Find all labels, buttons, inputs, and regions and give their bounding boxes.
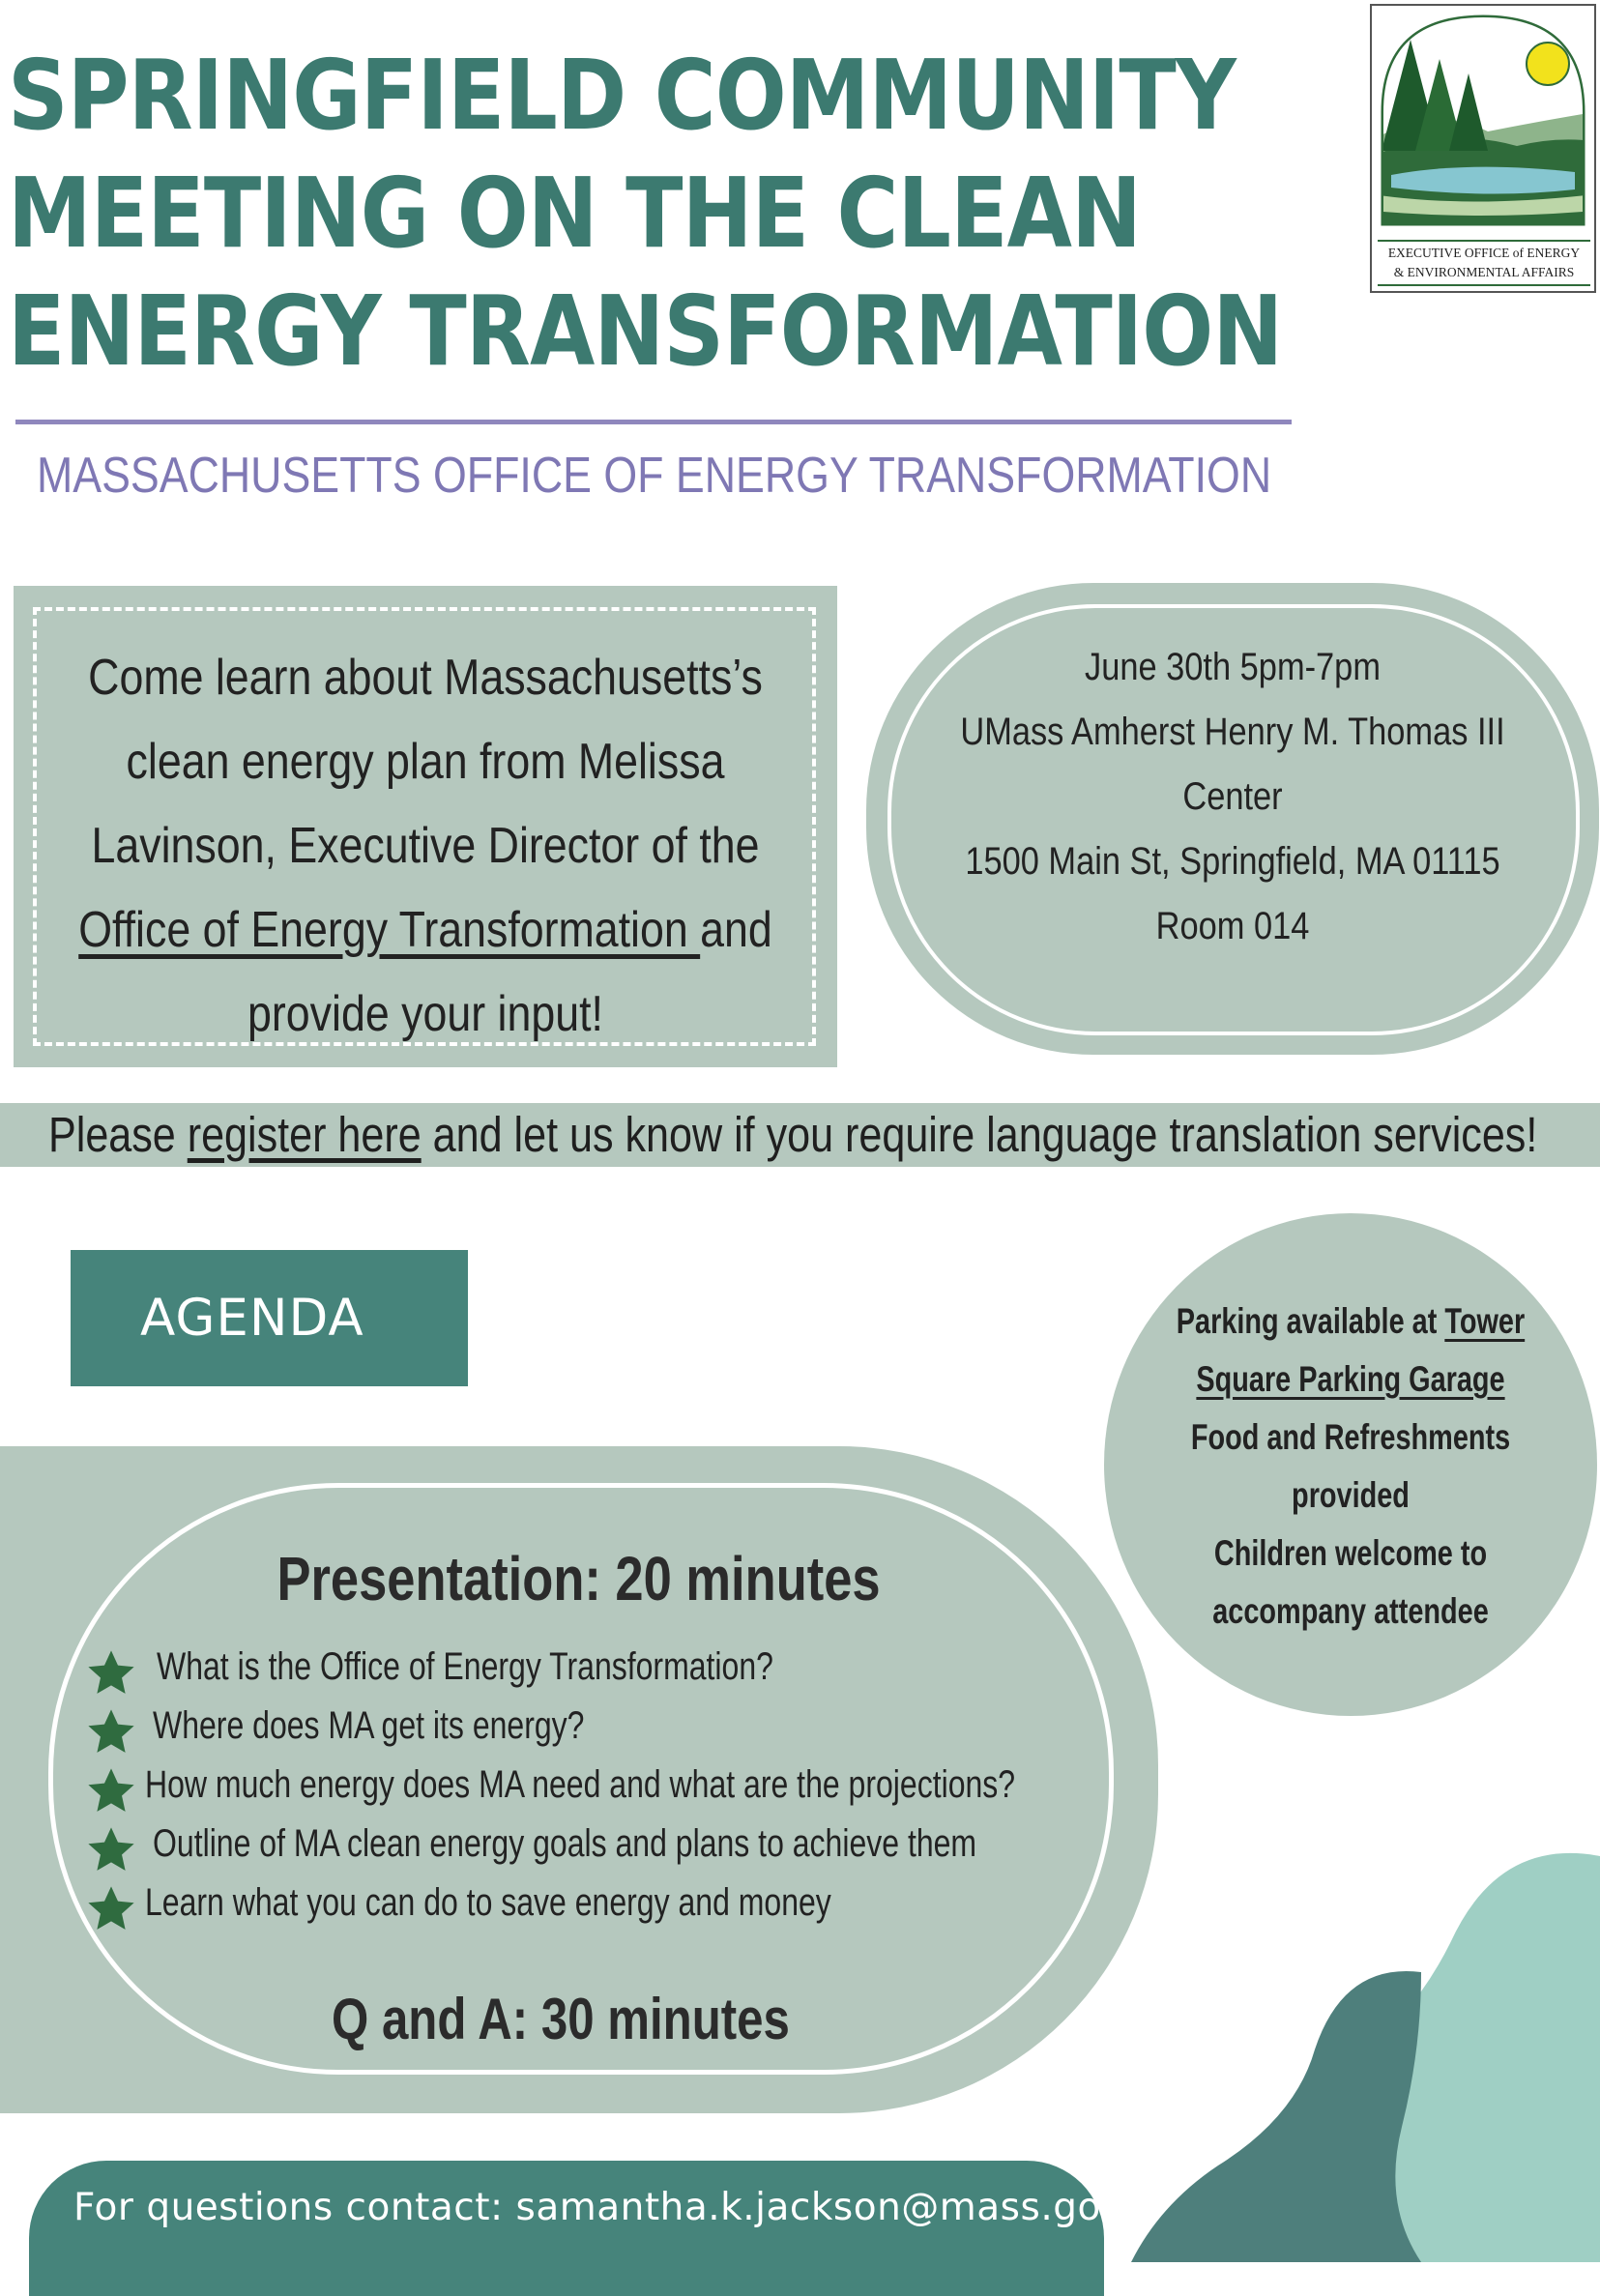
intro-line-3: Lavinson, Executive Director of the — [91, 818, 760, 874]
parking-link-1[interactable]: Tower — [1444, 1301, 1526, 1341]
presentation-title-text: Presentation: 20 minutes — [276, 1544, 882, 1613]
agenda-item-text: What is the Office of Energy Transformation? — [157, 1645, 773, 1688]
title-divider — [15, 420, 1292, 424]
title-line-1: SPRINGFIELD COMMUNITY — [8, 39, 1236, 152]
children-line-1: Children welcome to — [1213, 1533, 1488, 1573]
event-text — [866, 635, 1599, 959]
register-band — [0, 1103, 1600, 1167]
event-address: 1500 Main St, Springfield, MA 01115 — [965, 840, 1500, 883]
agenda-panel — [0, 1446, 1158, 2113]
page-title — [8, 37, 1283, 391]
agenda-label — [71, 1250, 468, 1386]
landscape-logo-icon — [1372, 6, 1594, 233]
agenda-item — [85, 1815, 1149, 1874]
agenda-item-text: Where does MA get its energy? — [153, 1704, 585, 1747]
agenda-item — [85, 1874, 1149, 1933]
star-icon — [85, 1824, 137, 1876]
title-line-2: MEETING ON THE CLEAN — [8, 157, 1142, 270]
event-venue-1: UMass Amherst Henry M. Thomas III — [960, 711, 1505, 753]
agenda-item — [85, 1697, 1149, 1756]
office-link[interactable]: Office of Energy Transformation — [78, 902, 701, 958]
eea-logo — [1370, 4, 1596, 293]
agenda-item-text: Learn what you can do to save energy and money — [145, 1881, 831, 1924]
register-link[interactable]: register here — [187, 1107, 422, 1162]
parking-line-1 — [1158, 1293, 1543, 1351]
intro-box — [14, 586, 837, 1067]
event-venue-2: Center — [1182, 775, 1283, 818]
star-icon — [85, 1647, 137, 1700]
food-line-1: Food and Refreshments — [1190, 1417, 1511, 1457]
agenda-label-text: AGENDA — [140, 1289, 364, 1348]
agenda-item — [85, 1638, 1149, 1697]
register-text — [48, 1103, 1537, 1167]
presentation-title — [0, 1543, 1158, 1614]
event-room: Room 014 — [1155, 905, 1310, 947]
contact-bar — [29, 2161, 1124, 2296]
logo-text-line-1: EXECUTIVE OFFICE of ENERGY — [1378, 240, 1590, 261]
info-text — [1104, 1293, 1597, 1641]
agenda-list — [85, 1638, 1149, 1933]
agenda-item-text: How much energy does MA need and what are the projections? — [145, 1763, 1016, 1806]
parking-prefix: Parking available at — [1176, 1301, 1445, 1341]
qa-title-text: Q and A: 30 minutes — [332, 1987, 790, 2051]
qa-title — [0, 1986, 1121, 2052]
food-line-2: provided — [1292, 1475, 1410, 1515]
event-datetime: June 30th 5pm-7pm — [1085, 646, 1381, 688]
intro-line-2: clean energy plan from Melissa — [126, 734, 725, 790]
event-details — [866, 583, 1599, 1055]
intro-line-4-rest: and — [700, 902, 772, 958]
info-circle — [1104, 1213, 1597, 1716]
star-icon — [85, 1765, 137, 1817]
parking-line-2 — [1158, 1351, 1543, 1409]
agenda-item — [85, 1756, 1149, 1815]
agenda-item-text: Outline of MA clean energy goals and plans to achieve them — [153, 1822, 977, 1865]
children-line-2: accompany attendee — [1212, 1591, 1489, 1631]
intro-line-1: Come learn about Massachusetts’s — [88, 650, 763, 706]
register-prefix: Please — [48, 1107, 188, 1162]
logo-text-line-2: & ENVIRONMENTAL AFFAIRS — [1378, 265, 1590, 286]
decorative-waves — [1131, 1837, 1600, 2262]
intro-line-4 — [72, 888, 780, 973]
parking-link-2[interactable]: Square Parking Garage — [1196, 1359, 1505, 1399]
contact-text[interactable]: For questions contact: samantha.k.jackson@mass.gov — [73, 2186, 1124, 2229]
subtitle: MASSACHUSETTS OFFICE OF ENERGY TRANSFORMATION — [37, 448, 1272, 504]
star-icon — [85, 1706, 137, 1758]
intro-text — [14, 636, 837, 1057]
star-icon — [85, 1883, 137, 1935]
intro-line-5: provide your input! — [247, 986, 603, 1042]
title-line-3: ENERGY TRANSFORMATION — [8, 275, 1283, 388]
register-suffix: and let us know if you require language translation services! — [421, 1107, 1538, 1162]
